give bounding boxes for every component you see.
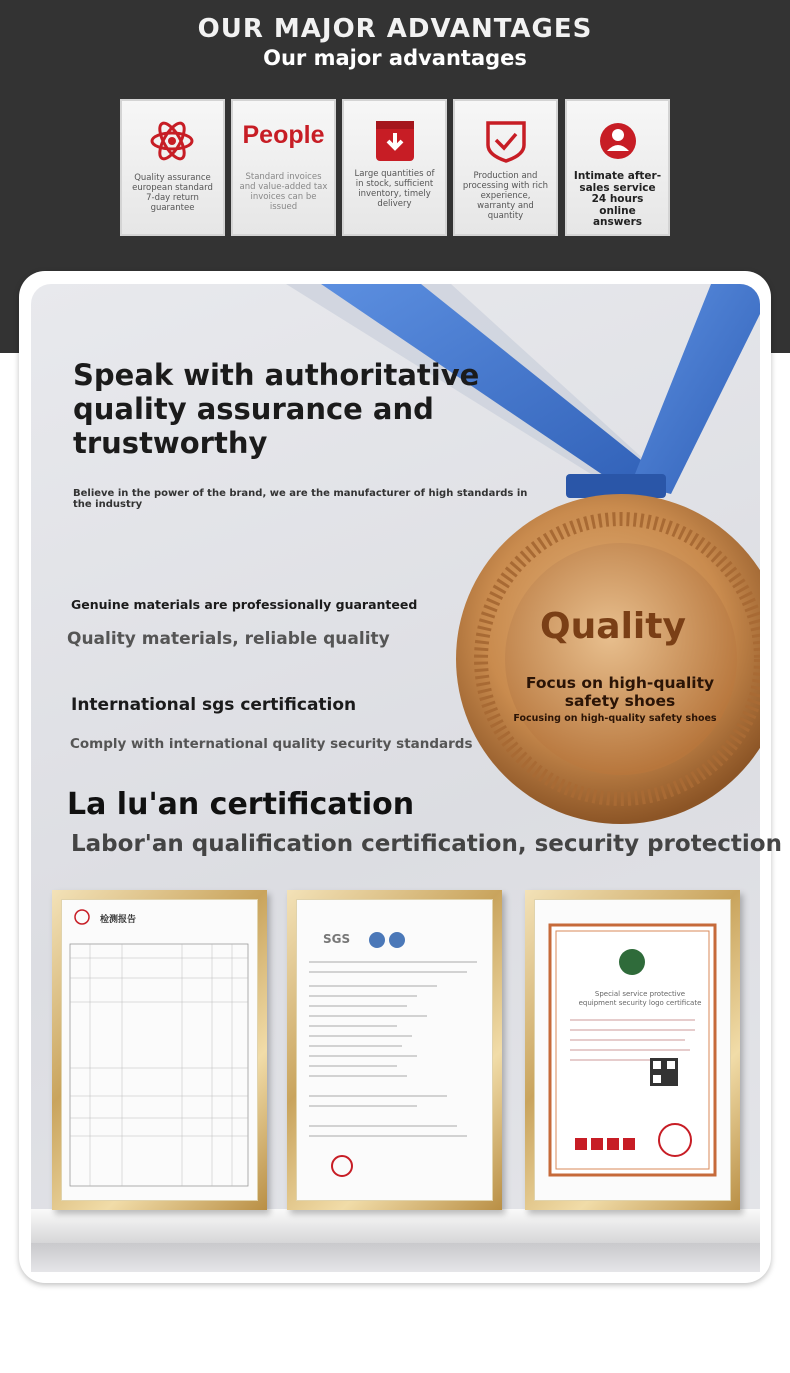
- people-wordmark: People: [242, 121, 325, 149]
- advantage-card-service: [565, 99, 670, 236]
- sgs-logo: SGS: [323, 932, 351, 946]
- stock-box-icon: [344, 119, 445, 163]
- advantage-text: Intimate after-sales service 24 hours online answers: [573, 170, 662, 228]
- section-subtitle: Our major advantages: [263, 46, 527, 70]
- certificate-test-report: [52, 890, 267, 1210]
- advantage-card-invoice: [231, 99, 336, 236]
- advantage-card-quality: [120, 99, 225, 236]
- display-shelf: [31, 1209, 760, 1243]
- sgs-report-lines: [297, 900, 492, 1200]
- feature-materials-text: Quality materials, reliable quality: [67, 629, 390, 649]
- medal-title: Quality: [540, 606, 686, 647]
- certificate-header: 检测报告: [100, 915, 137, 925]
- advantage-text: Large quantities of in stock, sufficient inventory, timely delivery: [354, 169, 435, 209]
- test-report-table: [62, 900, 257, 1200]
- certificate-sgs: [287, 890, 502, 1210]
- advantage-text: Quality assurance european standard 7-day return guarantee: [132, 173, 213, 213]
- atom-icon: [122, 119, 223, 163]
- user-circle-icon: [567, 119, 668, 163]
- advantage-card-production: [453, 99, 558, 236]
- feature-materials-title: Genuine materials are professionally guaranteed: [71, 597, 418, 612]
- certificate-border: [535, 900, 730, 1200]
- certification-text: Labor'an qualification certification, security protection: [71, 831, 782, 857]
- section-title: OUR MAJOR ADVANTAGES: [197, 14, 593, 44]
- display-shelf-base: [31, 1243, 760, 1272]
- quality-tagline: Believe in the power of the brand, we are the manufacturer of high standards in the industry: [73, 488, 528, 510]
- medal-small-text: Focusing on high-quality safety shoes: [513, 713, 717, 724]
- advantage-text: Production and processing with rich experience, warranty and quantity: [462, 171, 549, 221]
- advantage-text: Standard invoices and value-added tax invoices can be issued: [239, 172, 328, 212]
- certificate-safety-logo: [525, 890, 740, 1210]
- certification-title: La lu'an certification: [67, 787, 415, 822]
- feature-sgs-title: International sgs certification: [71, 695, 357, 715]
- feature-sgs-text: Comply with international quality security standards: [70, 736, 473, 752]
- quality-headline: Speak with authoritative quality assurance and trustworthy: [73, 358, 480, 460]
- medal-subtitle: Focus on high-quality safety shoes: [525, 674, 715, 710]
- shield-check-icon: [455, 119, 556, 163]
- certificate-title: Special service protective equipment security logo certificate: [578, 990, 702, 1007]
- advantage-card-stock: [342, 99, 447, 236]
